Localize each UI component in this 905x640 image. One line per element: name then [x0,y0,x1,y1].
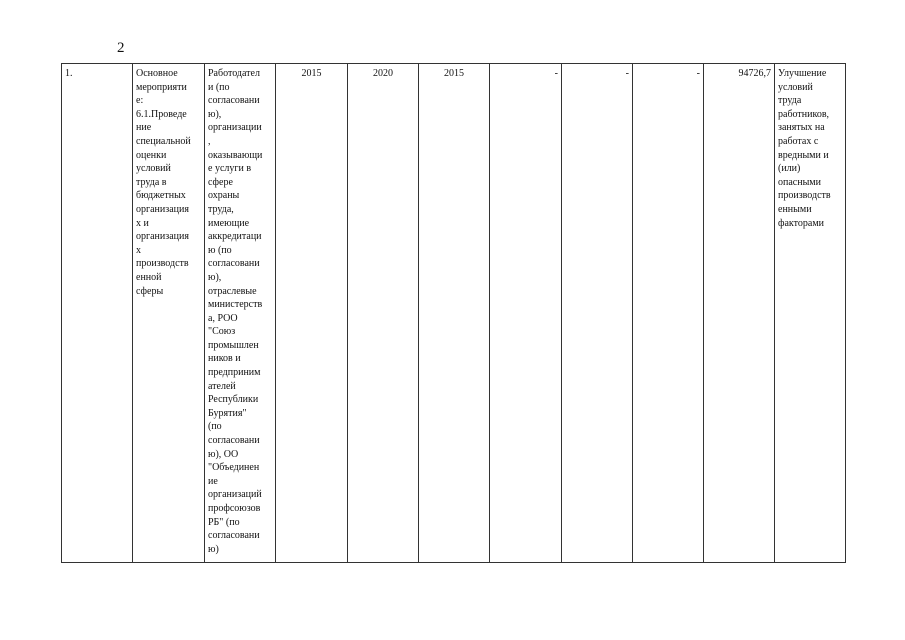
col7-value: - [554,68,558,79]
year-end: 2020 [373,68,393,79]
year-value: 2015 [444,68,464,79]
page-number: 2 [117,40,125,56]
year-end-cell [348,64,419,563]
col9-cell [633,64,704,563]
result-text: Улучшение условий труда работников, занятых на работах с вредными и (или) опасными производств енными факторами [778,68,831,229]
program-table [61,63,846,563]
table-row [62,64,846,563]
year-value-cell [419,64,490,563]
executors-cell [205,64,276,563]
row-index: 1. [65,68,73,79]
col8-cell [562,64,633,563]
activity-text: Основное мероприяти е: 6.1.Проведе ние специальной оценки условий труда в бюджетных организация х и организация х производств енной сферы [136,68,191,297]
year-start: 2015 [301,68,322,79]
activity-cell [133,64,205,563]
result-cell [775,64,846,563]
col8-value: - [625,68,629,79]
amount-value: 94726,7 [738,68,771,79]
row-index-cell [62,64,133,563]
col7-cell [490,64,562,563]
col9-value: - [696,68,700,79]
executors-text: Работодател и (по согласовани ю), организации , оказывающи е услуги в сфере охраны труда, имеющие аккредитаци ю (по согласовани ю), отраслевые министерств а, РОО "Союз промышлен ников и предприним ателей Республики Бурятия" (по согласовани ю), ОО "Объединен ие организаций профсоюзов РБ" (по согласовани ю) [208,68,263,555]
year-start-cell [276,64,348,563]
amount-cell [704,64,775,563]
